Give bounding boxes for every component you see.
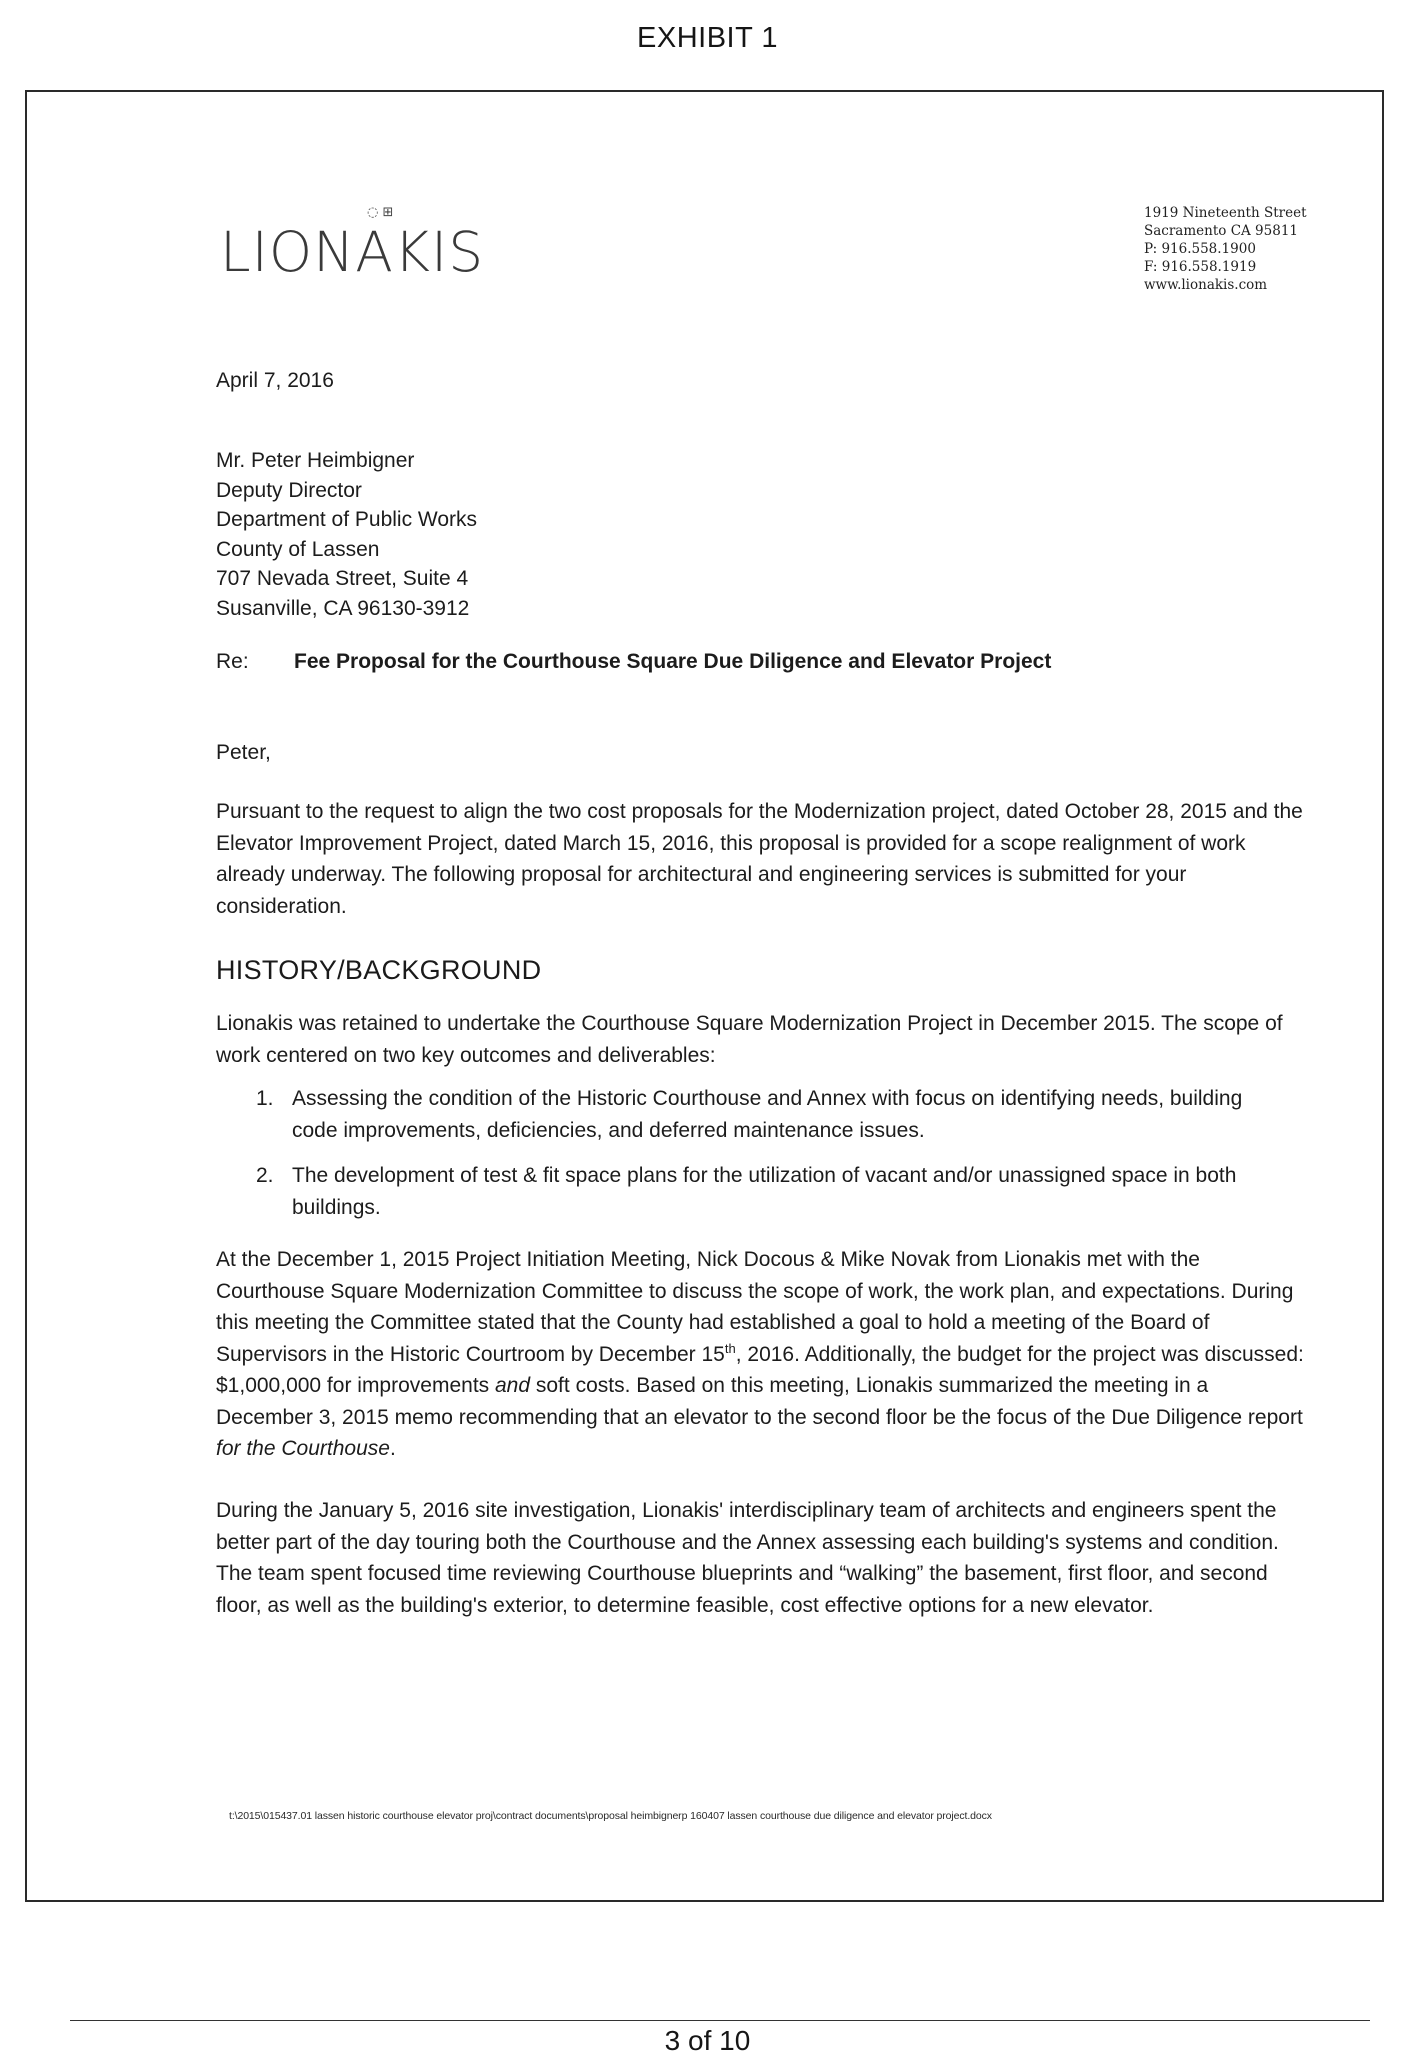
text-run: , 2016. Additionally, the budget for the project was discussed: $1,000,000 for improvements xyxy=(216,1342,1304,1397)
page-divider xyxy=(70,2020,1370,2021)
recipient-street: 707 Nevada Street, Suite 4 xyxy=(216,567,469,590)
recipient-county: County of Lassen xyxy=(216,537,380,561)
paragraph-meeting xyxy=(216,1244,1306,1465)
section-heading: HISTORY/BACKGROUND xyxy=(216,955,542,985)
company-logo: LIONAKIS xyxy=(220,220,485,284)
list-item xyxy=(256,1160,1286,1223)
list-number: 1. xyxy=(256,1087,274,1110)
exhibit-label: EXHIBIT 1 xyxy=(637,22,778,54)
address-street: 1919 Nineteenth Street xyxy=(1144,205,1307,221)
list-text: Assessing the condition of the Historic Courthouse and Annex with focus on identifying needs, building code improvements, deficiencies, and deferred maintenance issues. xyxy=(292,1087,1243,1142)
recipient-name: Mr. Peter Heimbigner xyxy=(216,449,415,472)
footer-file-path: t:\2015\015437.01 lassen historic courthouse elevator proj\contract documents\proposal heimbignerp 160407 lassen courthouse due diligence and elevator project.docx xyxy=(229,1810,992,1822)
subject-label: Re: xyxy=(216,650,249,673)
letterhead-address xyxy=(1144,204,1307,294)
list-text: The development of test & fit space plans for the utilization of vacant and/or unassigned space in both buildings. xyxy=(292,1164,1237,1219)
text-run: At the December 1, 2015 Project Initiation Meeting, Nick Docous & Mike Novak from Lionakis met with the Courthouse Square Modernization Committee to discuss the scope of work, the work plan, and expectations. During this meeting the Committee stated that the County had established a goal to hold a meeting of the Board of Supervisors in the Historic Courtroom by December 15 xyxy=(216,1248,1294,1366)
recipient-title: Deputy Director xyxy=(216,478,362,502)
address-fax: F: 916.558.1919 xyxy=(1144,259,1257,275)
italic-text: and xyxy=(495,1374,531,1397)
italic-text: for the Courthouse xyxy=(216,1437,390,1460)
letter-date: April 7, 2016 xyxy=(216,369,334,392)
document-frame xyxy=(25,90,1384,1902)
text-run: soft costs. Based on this meeting, Lionakis summarized the meeting in a December 3, 2015 memo recommending that an elevator to the second floor be the focus of the Due Diligence report xyxy=(216,1374,1303,1429)
salutation: Peter, xyxy=(216,741,271,764)
logo-mark-icon: ◌ ⊞ xyxy=(367,205,394,220)
address-phone: P: 916.558.1900 xyxy=(1144,241,1256,257)
text-run: . xyxy=(389,1437,396,1460)
paragraph-history: Lionakis was retained to undertake the Courthouse Square Modernization Project in December 2015. The scope of work centered on two key outcomes and deliverables: xyxy=(216,1012,1283,1067)
paragraph-site-investigation: During the January 5, 2016 site investigation, Lionakis' interdisciplinary team of architects and engineers spent the better part of the day touring both the Courthouse and the Annex assessing each building's systems and condition. The team spent focused time reviewing Courthouse blueprints and “walking” the basement, first floor, and second floor, as well as the building's exterior, to determine feasible, cost effective options for a new elevator. xyxy=(216,1499,1279,1617)
list-item xyxy=(256,1083,1286,1146)
superscript: th xyxy=(724,1340,736,1356)
recipient-city: Susanville, CA 96130-3912 xyxy=(216,596,470,620)
address-city: Sacramento CA 95811 xyxy=(1144,223,1299,239)
page-number: 3 of 10 xyxy=(664,2025,751,2056)
recipient-department: Department of Public Works xyxy=(216,508,478,531)
recipient-block xyxy=(216,446,477,623)
subject-line xyxy=(216,646,1051,678)
subject-text: Fee Proposal for the Courthouse Square Due Diligence and Elevator Project xyxy=(294,650,1052,673)
address-website: www.lionakis.com xyxy=(1144,277,1268,293)
list-number: 2. xyxy=(256,1164,274,1187)
paragraph-intro: Pursuant to the request to align the two cost proposals for the Modernization project, dated October 28, 2015 and the Elevator Improvement Project, dated March 15, 2016, this proposal is provided for a scope realignment of work already underway. The following proposal for architectural and engineering services is submitted for your consideration. xyxy=(216,800,1303,918)
